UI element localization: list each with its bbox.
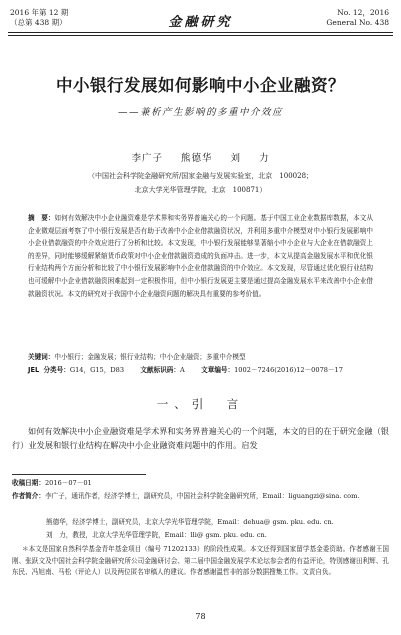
keywords-label: 关键词： — [28, 353, 55, 361]
header-rule — [8, 32, 393, 33]
page-number: 78 — [195, 612, 206, 621]
issue-number-en: No. 12，2016 — [337, 8, 389, 17]
article-number-value: 1002－7246(2016)12－0078－17 — [234, 366, 343, 374]
paper-title: 中小银行发展如何影响中小企业融资？ — [56, 76, 345, 95]
classification-line — [28, 365, 373, 375]
abstract-label: 摘 要： — [28, 214, 55, 222]
bio-label: 作者简介： — [12, 492, 45, 500]
jel-value: G14，G15，D83 — [69, 366, 125, 374]
affiliation: 北京大学光华管理学院，北京 100871） — [134, 186, 267, 194]
author-bio: 熊德华，经济学博士，副研究员，北京大学光华管理学院，Email：dehua@ gsm. pku. edu. cn. — [46, 518, 334, 526]
doc-code-label: 文献标识码： — [140, 366, 180, 374]
article-number-label: 文章编号： — [201, 366, 235, 374]
author-list — [0, 150, 401, 164]
paper-subtitle: ——兼析产生影响的多重中介效应 — [117, 107, 283, 118]
journal-logo: 金融研究 — [168, 15, 233, 30]
doc-code-value: A — [179, 366, 185, 374]
bio-text: 李广子，通讯作者，经济学博士，副研究员，中国社会科学院金融研究所，Email：liguangzi@sina. com. — [44, 492, 360, 500]
abstract-text: 如何有效解决中小企业融资难是学术界和实务界普遍关心的一个问题。基于中国工业企业数据库数据，本文从企业微观层面考察了中小银行发展是否有助于改善中小企业借款融资状况，并利用多重中介模型对中小银行发展影响中小企业借款融资的中介效应进行了分析和比较。本文发现，中小银行发展能够显著缩小中小企业与大企业在借款融资上的差异，同时能够缓解紧缩货币政策对中小企业借款融资造成的负面冲击。进一步，本文从提高金融发展水平和优化银行业结构两个方面分析和比较了中小银行发展影响中小企业借款融资的中介效应。本文发现，尽管通过优化银行业结构也可缓解中小企业借款融资困难起到一定积极作用，但中小银行发展更主要是通过提高金融发展水平来改善中小企业借款融资状况。本文的研究对于我国中小企业融资问题的解决具有重要的参考价值。 — [28, 214, 374, 298]
keywords-text: 中小银行；金融发展；银行业结构；中小企业融资；多重中介模型 — [54, 353, 246, 361]
keywords — [28, 352, 373, 362]
jel-label: JEL 分类号： — [28, 366, 70, 374]
issue-number: 2016 年第 12 期 — [10, 8, 69, 17]
author-bio: 刘 力，教授，北京大学光华管理学院，Email：lli@ gsm. pku. edu. cn. — [46, 531, 267, 539]
affiliation: （中国社会科学院金融研究所/国家金融与发展实验室，北京 100028； — [87, 172, 314, 180]
issue-total-en: General No. 438 — [326, 18, 389, 27]
header-rule-thin — [8, 35, 393, 36]
section-heading: 一、引 言 — [156, 397, 245, 411]
author: 熊德华 — [180, 153, 213, 164]
author: 刘 力 — [230, 153, 270, 164]
body-paragraph: 如何有效解决中小企业融资难是学术界和实务界普遍关心的一个问题，本文的目的在于研究金融（银行）业发展和银行业结构在解决中小企业融资难问题中的作用。启发 — [12, 426, 389, 451]
received-label: 收稿日期： — [12, 479, 45, 487]
issue-info-en — [326, 8, 389, 28]
received-date — [12, 478, 389, 490]
author: 李广子 — [131, 153, 163, 164]
footnote-rule — [12, 474, 146, 475]
received-value: 2016－07－01 — [44, 479, 92, 487]
author-bio — [12, 491, 389, 503]
abstract — [28, 212, 373, 300]
issue-total: （总第 438 期） — [10, 18, 67, 27]
funding-note: ＊本文是国家自然科学基金青年基金项目（编号 71202133）的阶段性成果。本文还得到国家留学基金委资助。作者感谢王国刚、张跃文及中国社会科学院金融研究所公司金融研讨会、第二届中国金融发展学术论坛参会者的有益评论，特别感谢田利辉、孔东民、冯旭南、马松（评论人）以及两位匿名审稿人的建议。作者感谢温哲非的部分数据搜集工作。文责自负。 — [12, 545, 389, 576]
